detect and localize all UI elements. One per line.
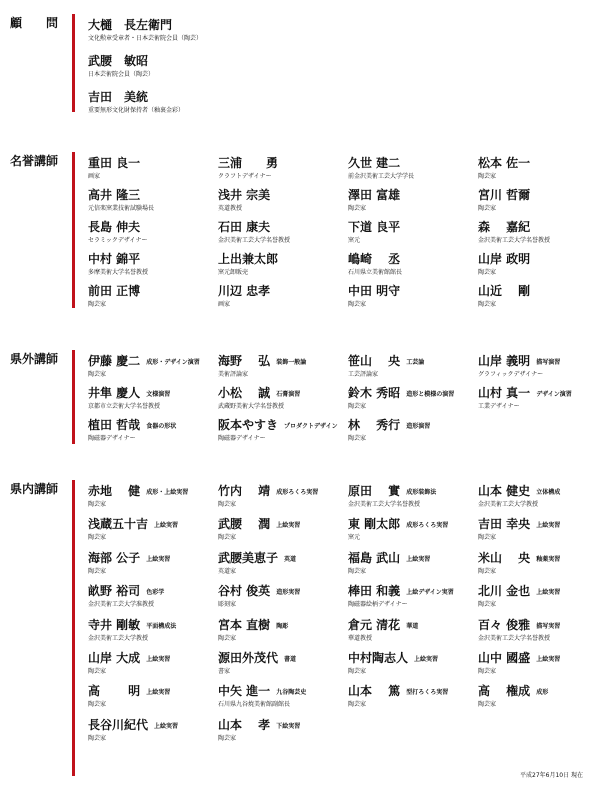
faculty-name: 中村陶志人 — [348, 651, 409, 665]
faculty-subject: 描写実習 — [536, 623, 561, 630]
faculty-name: 吉田 美統 — [88, 90, 149, 104]
faculty-title: 金沢美術工芸大学准教授 — [88, 601, 155, 608]
faculty-name: 棒田 和義 — [348, 584, 401, 598]
faculty-entry — [348, 647, 438, 676]
faculty-title: 陶芸家 — [478, 205, 497, 212]
faculty-name: 中村 錦平 — [88, 252, 141, 266]
faculty-entry — [478, 248, 530, 277]
faculty-subject: 文様演習 — [146, 391, 171, 398]
faculty-title: 陶芸家 — [478, 601, 497, 608]
section-divider — [72, 480, 75, 776]
faculty-entry — [88, 714, 178, 743]
faculty-entry — [478, 216, 550, 245]
faculty-entry — [478, 280, 530, 309]
faculty-name: 宮本 直樹 — [218, 618, 271, 632]
faculty-subject: 成形・上絵実習 — [146, 489, 189, 496]
faculty-name: 山本 篤 — [348, 684, 401, 698]
faculty-entry — [218, 647, 296, 676]
faculty-subject: 工芸論 — [406, 359, 425, 366]
faculty-title: 陶芸家 — [348, 435, 367, 442]
faculty-name: 中矢 進一 — [218, 684, 271, 698]
faculty-title: 陶芸家 — [348, 205, 367, 212]
faculty-entry — [218, 248, 278, 277]
faculty-entry — [218, 216, 290, 245]
faculty-entry — [348, 680, 448, 709]
faculty-entry — [88, 50, 154, 79]
faculty-title: 陶芸家 — [218, 635, 237, 642]
faculty-entry — [348, 152, 414, 181]
faculty-title: 窯元 — [348, 237, 361, 244]
faculty-subject: 釉薬実習 — [536, 556, 561, 563]
faculty-title: 陶芸家 — [88, 371, 107, 378]
faculty-name: 谷村 俊英 — [218, 584, 271, 598]
faculty-title: 陶芸家 — [88, 668, 107, 675]
faculty-name: 森 嘉紀 — [478, 220, 531, 234]
faculty-entry — [88, 414, 176, 443]
faculty-name: 赤地 健 — [88, 484, 141, 498]
faculty-entry — [218, 680, 306, 709]
faculty-name: 山近 剛 — [478, 284, 531, 298]
faculty-title: 陶磁器絵柄デザイナー — [348, 601, 408, 608]
faculty-title: セラミックデザイナー — [88, 237, 148, 244]
faculty-entry — [88, 184, 154, 213]
faculty-subject: 九谷陶芸史 — [276, 689, 307, 696]
faculty-name: 海野 弘 — [218, 354, 271, 368]
faculty-subject: 陶彫 — [276, 623, 289, 630]
faculty-title: 華道教授 — [348, 635, 373, 642]
faculty-name: 石田 康夫 — [218, 220, 271, 234]
faculty-name: 海部 公子 — [88, 551, 141, 565]
faculty-subject: 成形ろくろ実習 — [406, 522, 449, 529]
faculty-name: 浅蔵五十吉 — [88, 517, 149, 531]
faculty-entry — [218, 350, 306, 379]
section-divider — [72, 14, 75, 112]
faculty-title: 陶芸家 — [478, 301, 497, 308]
faculty-title: 陶磁器デザイナー — [88, 435, 136, 442]
faculty-subject: 上絵デザイン実習 — [406, 589, 454, 596]
faculty-subject: 下絵実習 — [276, 723, 301, 730]
faculty-title: 陶芸家 — [478, 534, 497, 541]
faculty-name: 三浦 勇 — [218, 156, 279, 170]
faculty-name: 重田 良一 — [88, 156, 141, 170]
faculty-entry — [88, 680, 170, 709]
faculty-name: 浅井 宗美 — [218, 188, 271, 202]
faculty-name: 米山 央 — [478, 551, 531, 565]
faculty-subject: 成形 — [536, 689, 549, 696]
faculty-entry — [478, 513, 560, 542]
faculty-title: 日本芸術院会員（陶芸） — [88, 71, 155, 78]
faculty-title: 工芸評論家 — [348, 371, 379, 378]
faculty-name: 下道 良平 — [348, 220, 401, 234]
faculty-entry — [478, 580, 560, 609]
faculty-subject: 上絵実習 — [536, 589, 561, 596]
faculty-name: 川辺 忠孝 — [218, 284, 271, 298]
faculty-subject: 上絵実習 — [146, 656, 171, 663]
faculty-subject: 平面構成法 — [146, 623, 177, 630]
faculty-name: 吉田 幸央 — [478, 517, 531, 531]
faculty-entry — [88, 382, 170, 411]
faculty-name: 澤田 富雄 — [348, 188, 401, 202]
faculty-subject: 上絵実習 — [414, 656, 439, 663]
faculty-entry — [478, 152, 530, 181]
faculty-entry — [218, 580, 300, 609]
faculty-entry — [348, 350, 424, 379]
faculty-name: 小松 誠 — [218, 386, 271, 400]
faculty-title: 石川県立美術館館長 — [348, 269, 403, 276]
section-divider — [72, 350, 75, 444]
faculty-name: 山岸 大成 — [88, 651, 141, 665]
faculty-entry — [478, 647, 560, 676]
faculty-name: 上出兼太郎 — [218, 252, 279, 266]
faculty-entry — [348, 480, 436, 509]
faculty-name: 鈴木 秀昭 — [348, 386, 401, 400]
faculty-title: 陶磁器デザイナー — [218, 435, 266, 442]
faculty-subject: 上絵実習 — [276, 522, 301, 529]
faculty-entry — [88, 280, 140, 309]
faculty-title: 陶芸家 — [348, 301, 367, 308]
faculty-entry — [348, 216, 400, 245]
faculty-title: 窯元卸販売 — [218, 269, 249, 276]
faculty-title: 金沢美術工芸大学名誉教授 — [218, 237, 291, 244]
faculty-name: 武腰美恵子 — [218, 551, 279, 565]
faculty-name: 山中 國盛 — [478, 651, 531, 665]
faculty-entry — [348, 513, 448, 542]
faculty-title: 陶芸家 — [218, 735, 237, 742]
faculty-name: 武腰 敏昭 — [88, 54, 149, 68]
faculty-name: 山岸 義明 — [478, 354, 531, 368]
faculty-name: 福島 武山 — [348, 551, 401, 565]
faculty-entry — [218, 513, 300, 542]
faculty-name: 原田 實 — [348, 484, 401, 498]
faculty-title: 石川県九谷焼美術館副館長 — [218, 701, 291, 708]
faculty-entry — [218, 152, 278, 181]
faculty-title: 陶芸家 — [478, 173, 497, 180]
faculty-entry — [88, 614, 176, 643]
faculty-title: 金沢美術工芸大学名誉教授 — [478, 237, 551, 244]
faculty-entry — [218, 414, 338, 443]
faculty-name: 畝野 裕司 — [88, 584, 141, 598]
faculty-name: 高 明 — [88, 684, 141, 698]
faculty-subject: 造形実習 — [276, 589, 301, 596]
faculty-title: 画家 — [88, 173, 101, 180]
faculty-subject: 造形と模様の演習 — [406, 391, 455, 398]
faculty-name: 長谷川紀代 — [88, 718, 149, 732]
faculty-entry — [218, 614, 288, 643]
faculty-subject: デザイン演習 — [536, 391, 572, 398]
faculty-entry — [478, 350, 560, 379]
faculty-title: 陶芸家 — [478, 568, 497, 575]
faculty-subject: 上絵実習 — [154, 723, 179, 730]
faculty-entry — [348, 414, 430, 443]
faculty-name: 笹山 央 — [348, 354, 401, 368]
faculty-entry — [478, 184, 530, 213]
faculty-subject: 石膏演習 — [276, 391, 301, 398]
faculty-title: 陶芸家 — [348, 668, 367, 675]
faculty-name: 東 剛太郎 — [348, 517, 401, 531]
faculty-entry — [478, 547, 560, 576]
faculty-subject: 装飾一般論 — [276, 359, 307, 366]
faculty-title: 陶芸家 — [478, 668, 497, 675]
faculty-subject: 上絵実習 — [146, 689, 171, 696]
faculty-entry — [88, 513, 178, 542]
faculty-title: 金沢美術工芸大学教授 — [88, 635, 149, 642]
faculty-name: 寺井 剛敏 — [88, 618, 141, 632]
date-footer: 平成27年6月10日 現在 — [520, 772, 583, 779]
faculty-subject: 書道 — [284, 656, 297, 663]
faculty-name: 宮川 哲爾 — [478, 188, 531, 202]
faculty-entry — [478, 614, 560, 643]
faculty-title: クラフトデザイナー — [218, 173, 272, 180]
faculty-entry — [348, 547, 430, 576]
faculty-subject: 食器の形状 — [146, 423, 177, 430]
faculty-entry — [88, 216, 147, 245]
section-label: 県内講師 — [10, 482, 59, 496]
faculty-title: 前金沢美術工芸大学学長 — [348, 173, 415, 180]
faculty-name: 嶋崎 丞 — [348, 252, 401, 266]
faculty-subject: 型打ろくろ実習 — [406, 689, 449, 696]
faculty-subject: 成形装飾法 — [406, 489, 437, 496]
faculty-name: 竹内 靖 — [218, 484, 271, 498]
faculty-title: 陶芸家 — [478, 701, 497, 708]
faculty-entry — [88, 580, 164, 609]
faculty-title: 陶芸家 — [88, 301, 107, 308]
faculty-name: 松本 佐一 — [478, 156, 531, 170]
faculty-name: 北川 金也 — [478, 584, 531, 598]
faculty-subject: 英道 — [284, 556, 297, 563]
faculty-name: 山村 真一 — [478, 386, 531, 400]
faculty-entry — [88, 14, 202, 43]
faculty-title: 陶芸家 — [88, 501, 107, 508]
faculty-entry — [478, 480, 560, 509]
faculty-subject: 成形・デザイン演習 — [146, 359, 200, 366]
faculty-entry — [88, 152, 140, 181]
faculty-entry — [218, 382, 300, 411]
faculty-subject: プロダクトデザイン — [284, 423, 338, 430]
faculty-subject: 描写演習 — [536, 359, 561, 366]
faculty-name: 山本 孝 — [218, 718, 271, 732]
faculty-subject: 上絵実習 — [154, 522, 179, 529]
faculty-name: 中田 明守 — [348, 284, 401, 298]
faculty-entry — [88, 86, 184, 115]
faculty-title: 美術評論家 — [218, 371, 249, 378]
faculty-entry — [348, 614, 418, 643]
section-divider — [72, 152, 75, 308]
faculty-subject: 華道 — [406, 623, 419, 630]
faculty-entry — [88, 647, 170, 676]
faculty-entry — [88, 547, 170, 576]
faculty-name: 山本 健史 — [478, 484, 531, 498]
faculty-entry — [348, 184, 400, 213]
faculty-name: 前田 正博 — [88, 284, 141, 298]
faculty-title: 工業デザイナー — [478, 403, 520, 410]
faculty-name: 林 秀行 — [348, 418, 401, 432]
faculty-subject: 上絵実習 — [406, 556, 431, 563]
section-label: 顧 問 — [10, 16, 59, 30]
faculty-name: 長島 伸夫 — [88, 220, 141, 234]
faculty-title: 陶芸家 — [88, 701, 107, 708]
faculty-title: 英道家 — [218, 568, 237, 575]
faculty-entry — [218, 280, 270, 309]
faculty-entry — [348, 248, 402, 277]
faculty-title: 窯元 — [348, 534, 361, 541]
faculty-entry — [88, 248, 148, 277]
faculty-title: 金沢美術工芸大学名誉教授 — [478, 635, 551, 642]
faculty-entry — [88, 480, 188, 509]
faculty-name: 高井 隆三 — [88, 188, 141, 202]
faculty-entry — [218, 480, 318, 509]
faculty-entry — [348, 280, 400, 309]
faculty-name: 井隼 慶人 — [88, 386, 141, 400]
faculty-name: 倉元 清花 — [348, 618, 401, 632]
faculty-title: グラフィックデザイナー — [478, 371, 544, 378]
faculty-title: 元信楽窯業技術試験場長 — [88, 205, 155, 212]
faculty-title: 武蔵野美術大学名誉教授 — [218, 403, 285, 410]
faculty-title: 陶芸家 — [88, 568, 107, 575]
faculty-subject: 造形演習 — [406, 423, 431, 430]
faculty-subject: 上絵実習 — [536, 522, 561, 529]
faculty-title: 陶芸家 — [348, 568, 367, 575]
faculty-entry — [478, 382, 572, 411]
faculty-subject: 上絵実習 — [146, 556, 171, 563]
faculty-title: 文化勲章受章者・日本芸術院会員（陶芸） — [88, 35, 203, 42]
faculty-name: 大樋 長左衛門 — [88, 18, 173, 32]
faculty-title: 陶芸家 — [348, 403, 367, 410]
faculty-name: 阪本やすき — [218, 418, 279, 432]
faculty-title: 陶芸家 — [218, 534, 237, 541]
faculty-entry — [218, 547, 296, 576]
faculty-name: 伊藤 慶二 — [88, 354, 141, 368]
section-label: 県外講師 — [10, 352, 59, 366]
faculty-title: 英道教授 — [218, 205, 243, 212]
faculty-title: 書家 — [218, 668, 231, 675]
faculty-title: 画家 — [218, 301, 231, 308]
faculty-title: 陶芸家 — [218, 501, 237, 508]
faculty-name: 高 権成 — [478, 684, 531, 698]
faculty-subject: 色彩学 — [146, 589, 165, 596]
section-label: 名誉講師 — [10, 154, 59, 168]
faculty-name: 源田外茂代 — [218, 651, 279, 665]
faculty-subject: 立体構成 — [536, 489, 561, 496]
faculty-title: 彫刻家 — [218, 601, 237, 608]
faculty-title: 京都市立芸術大学名誉教授 — [88, 403, 161, 410]
faculty-subject: 成形ろくろ実習 — [276, 489, 319, 496]
faculty-entry — [348, 580, 454, 609]
faculty-entry — [478, 680, 548, 709]
faculty-title: 多摩美術大学名誉教授 — [88, 269, 149, 276]
faculty-subject: 上絵実習 — [536, 656, 561, 663]
faculty-name: 植田 哲哉 — [88, 418, 141, 432]
faculty-entry — [88, 350, 200, 379]
faculty-title: 金沢美術工芸大学教授 — [478, 501, 539, 508]
faculty-title: 陶芸家 — [88, 735, 107, 742]
faculty-title: 陶芸家 — [88, 534, 107, 541]
faculty-title: 陶芸家 — [478, 269, 497, 276]
faculty-title: 重要無形文化財保持者（釉裏金彩） — [88, 107, 185, 114]
faculty-name: 武腰 潤 — [218, 517, 271, 531]
faculty-entry — [218, 184, 270, 213]
faculty-name: 久世 建二 — [348, 156, 401, 170]
faculty-name: 山岸 政明 — [478, 252, 531, 266]
faculty-entry — [218, 714, 300, 743]
faculty-title: 陶芸家 — [348, 701, 367, 708]
faculty-name: 百々 俊雅 — [478, 618, 531, 632]
faculty-title: 金沢美術工芸大学名誉教授 — [348, 501, 421, 508]
faculty-entry — [348, 382, 454, 411]
